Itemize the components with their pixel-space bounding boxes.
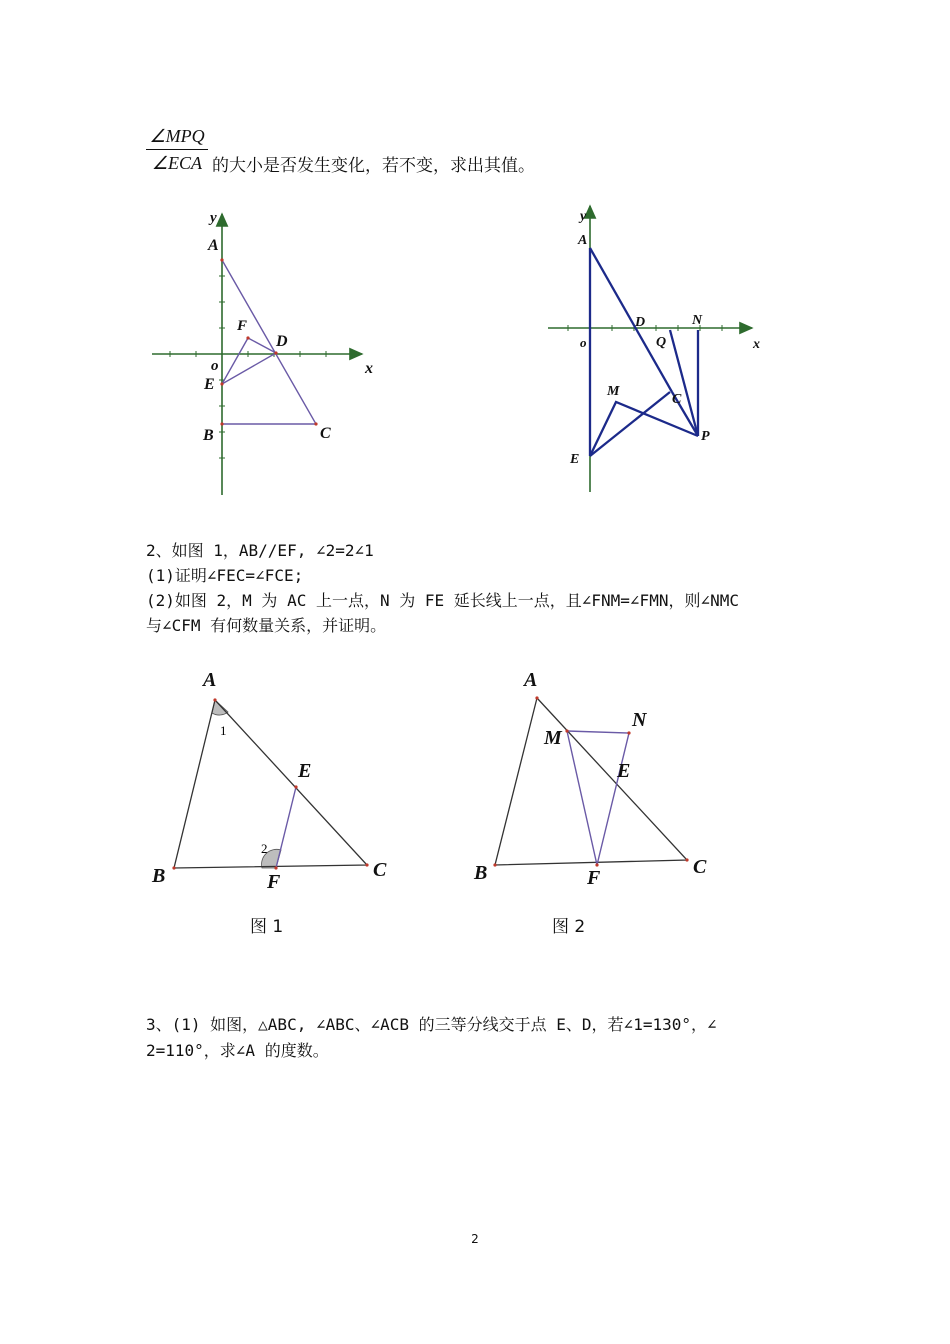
label-d: D xyxy=(635,315,646,330)
label-f: F xyxy=(237,318,248,334)
label-b: B xyxy=(203,427,214,444)
segment-ef xyxy=(276,787,296,868)
page-number: 2 xyxy=(471,1232,479,1246)
triangle-efd xyxy=(222,338,276,384)
label-e: E xyxy=(298,760,312,782)
label-e: E xyxy=(204,376,215,393)
fraction-numerator: ∠MPQ xyxy=(149,126,205,146)
label-a: A xyxy=(203,669,217,691)
label-q: Q xyxy=(656,335,667,350)
caption-figure-2: 图 2 xyxy=(552,917,586,937)
figure-1 xyxy=(140,660,420,900)
label-y: y xyxy=(580,209,587,224)
label-n: N xyxy=(632,709,647,731)
fraction-denominator: ∠ECA xyxy=(151,153,203,173)
segment-ac xyxy=(590,248,672,392)
label-e: E xyxy=(617,760,631,782)
segment-mnf xyxy=(567,731,629,865)
caption-figure-1: 图 1 xyxy=(250,917,284,937)
problem2-line3: (2)如图 2，M 为 AC 上一点，N 为 FE 延长线上一点，且∠FNM=∠FMN，则∠NMC xyxy=(146,591,739,610)
label-a: A xyxy=(524,669,538,691)
problem3-line1: 3、(1) 如图，△ABC, ∠ABC、∠ACB 的三等分线交于点 E、D，若∠1=130°，∠ xyxy=(146,1015,717,1034)
figure-2 xyxy=(460,660,740,900)
label-c: C xyxy=(373,859,387,881)
label-m: M xyxy=(607,384,620,399)
triangle-abc xyxy=(222,260,316,424)
fraction-bar xyxy=(146,149,208,150)
label-c: C xyxy=(693,856,707,878)
label-x: x xyxy=(365,360,373,377)
label-f: F xyxy=(267,871,281,893)
label-o: o xyxy=(211,358,219,374)
label-e: E xyxy=(570,452,580,467)
problem2-line1: 2、如图 1，AB//EF, ∠2=2∠1 xyxy=(146,541,374,560)
label-a: A xyxy=(208,237,219,254)
label-c: C xyxy=(672,392,682,407)
fraction xyxy=(146,124,208,175)
segment-ec xyxy=(590,392,670,456)
intro-text: 的大小是否发生变化，若不变，求出其值。 xyxy=(212,156,535,176)
problem2-line4: 与∠CFM 有何数量关系，并证明。 xyxy=(146,616,387,635)
label-o: o xyxy=(580,335,587,350)
label-n: N xyxy=(692,313,703,328)
figure-a xyxy=(140,200,400,500)
label-a: A xyxy=(578,233,588,248)
label-p: P xyxy=(701,429,710,444)
label-f: F xyxy=(587,867,601,889)
label-b: B xyxy=(152,865,166,887)
segment-qp xyxy=(670,330,698,436)
problem2-line2: (1)证明∠FEC=∠FCE; xyxy=(146,566,304,585)
label-d: D xyxy=(276,333,288,350)
figure-b xyxy=(540,200,780,500)
label-y: y xyxy=(210,210,217,226)
label-angle-2: 2 xyxy=(261,841,268,856)
label-b: B xyxy=(474,862,488,884)
label-x: x xyxy=(753,337,760,352)
segment-mf xyxy=(567,731,597,865)
triangle-abc xyxy=(174,700,367,868)
label-angle-1: 1 xyxy=(220,723,227,738)
label-c: C xyxy=(320,425,331,442)
label-m: M xyxy=(544,727,562,749)
problem3-line2: 2=110°，求∠A 的度数。 xyxy=(146,1041,329,1060)
